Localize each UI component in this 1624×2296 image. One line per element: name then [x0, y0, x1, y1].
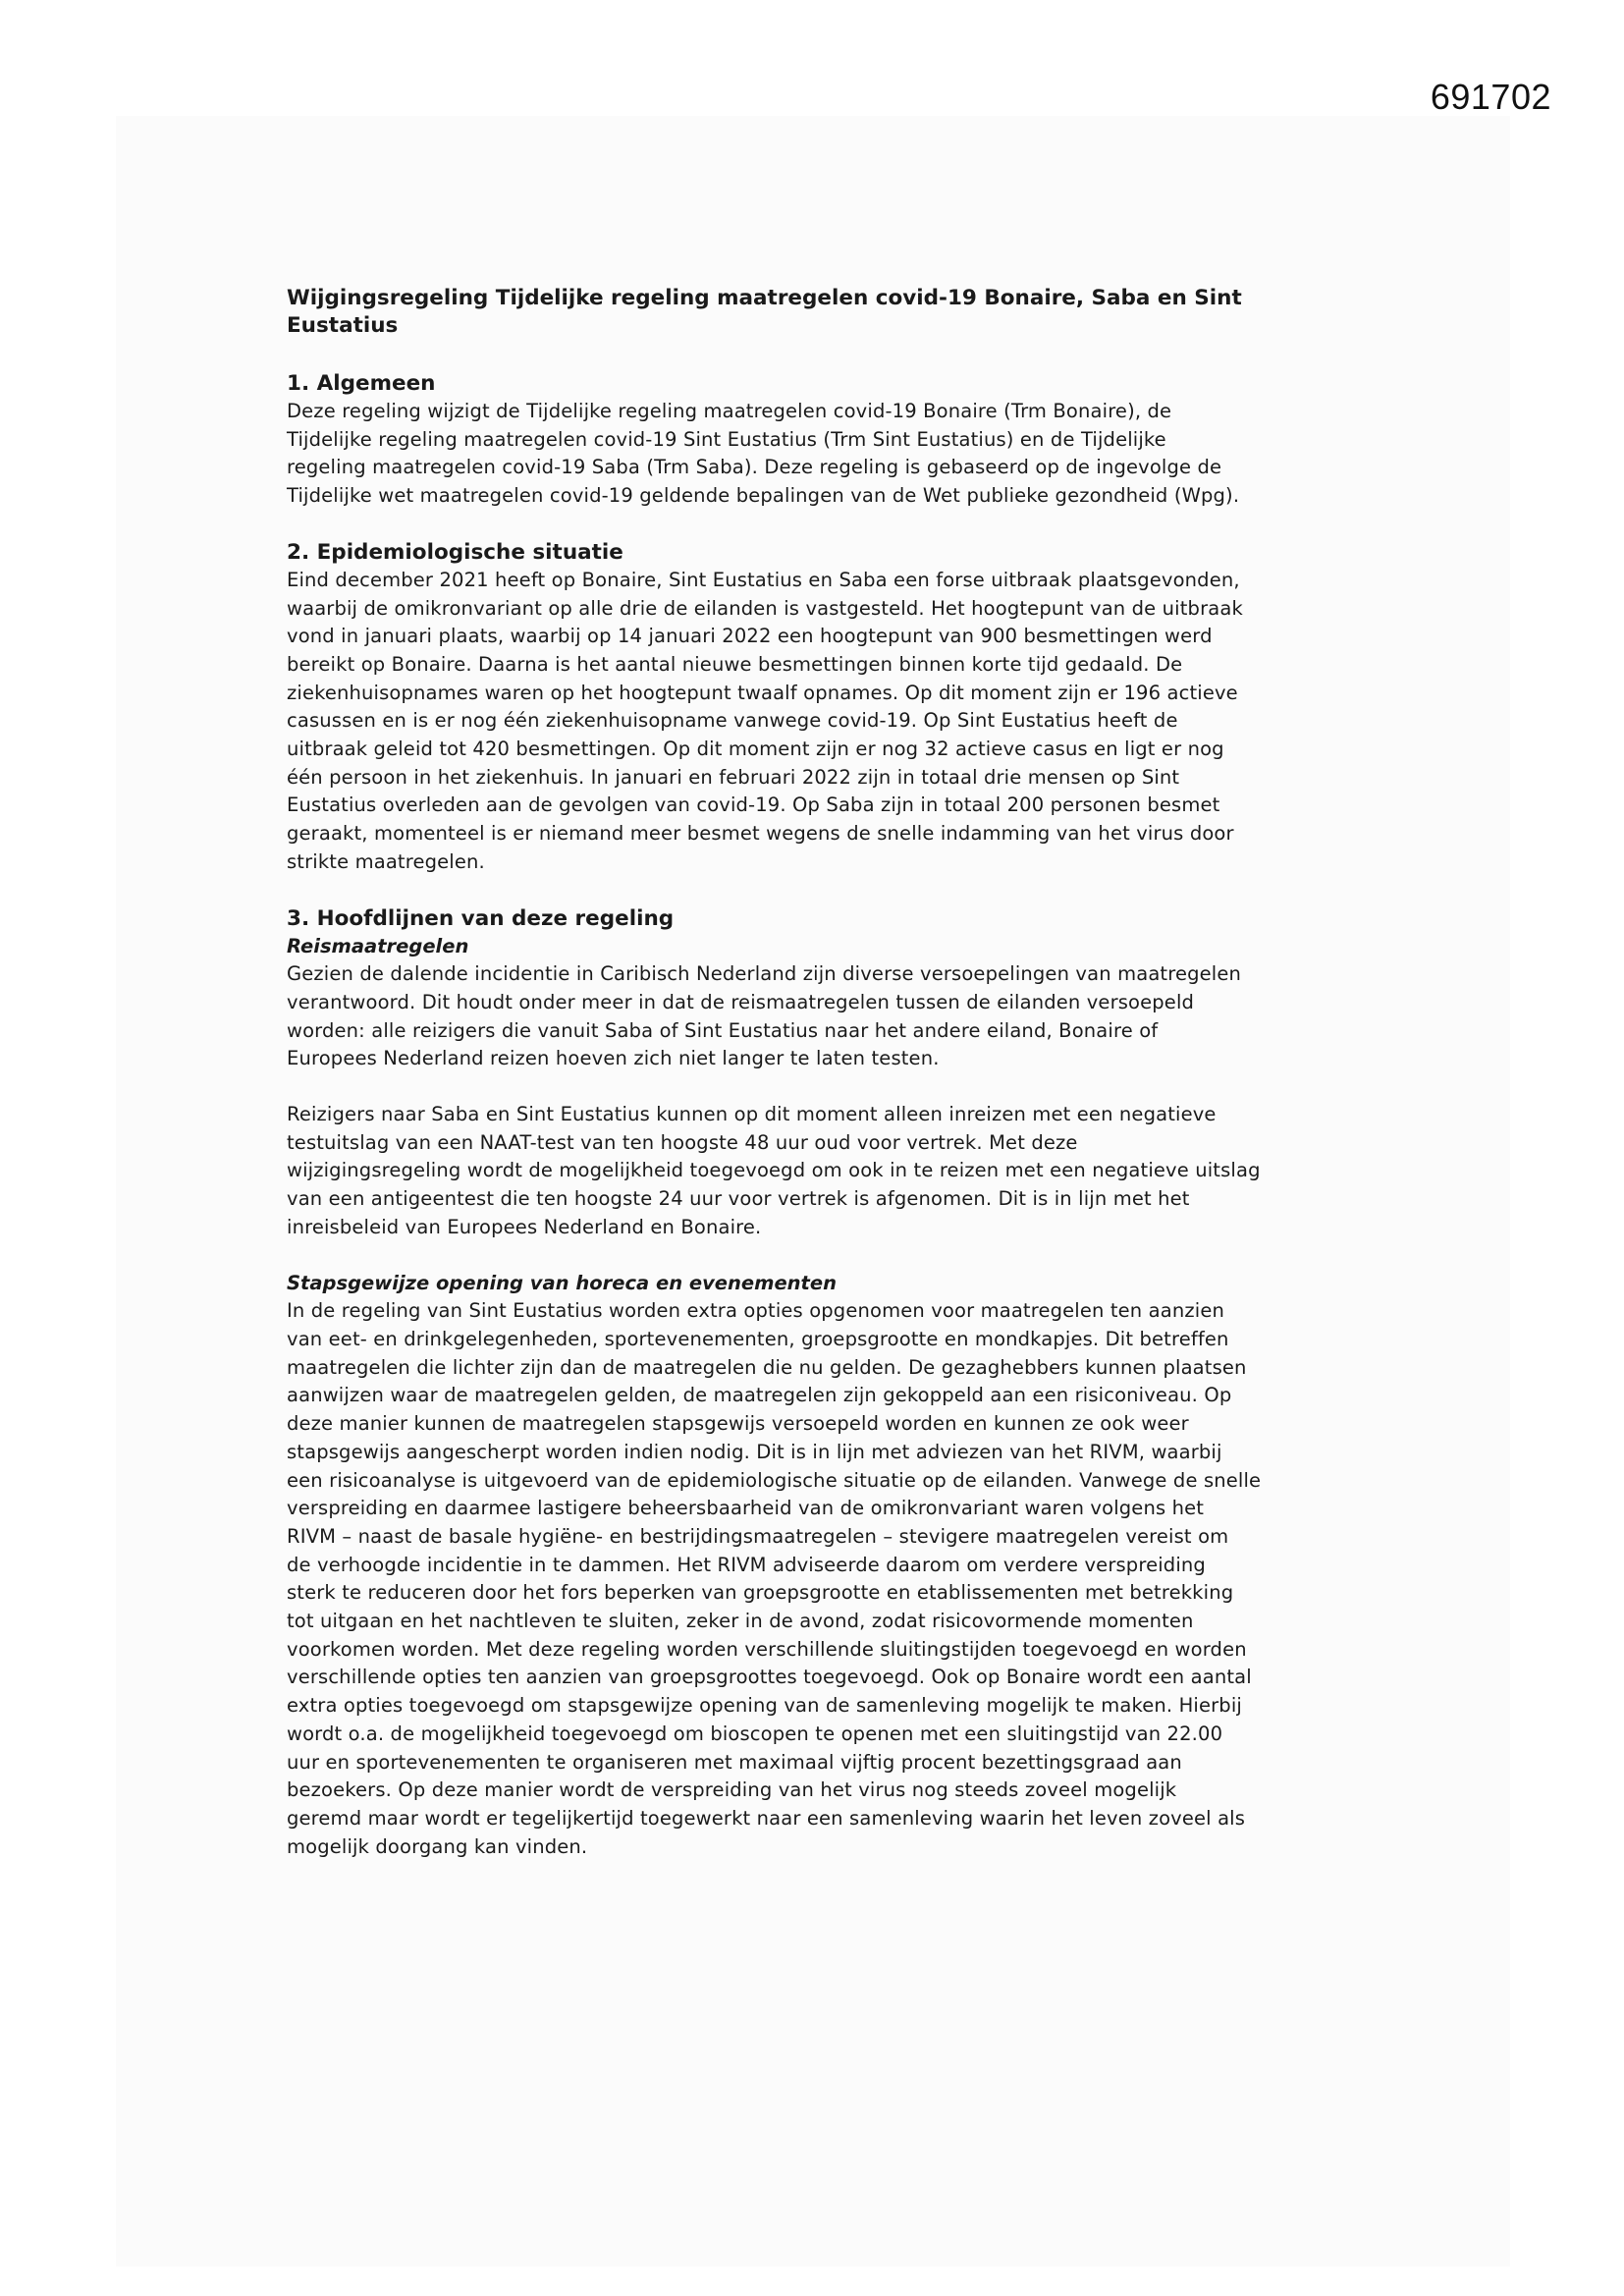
text-line: waarbij de omikronvariant op alle drie de eilanden is vastgesteld. Het hoogtepunt van de uitbraak	[287, 596, 1243, 620]
text-line: wordt o.a. de mogelijkheid toegevoegd om bioscopen te openen met een sluitingstijd van 22.00	[287, 1722, 1223, 1745]
paragraph-spacer	[287, 1242, 1357, 1270]
text-line: van eet- en drinkgelegenheden, sportevenementen, groepsgrootte en mondkapjes. Dit betreffen	[287, 1327, 1229, 1350]
text-line: Deze regeling wijzigt de Tijdelijke regeling maatregelen covid-19 Bonaire (Trm Bonaire), de	[287, 400, 1172, 422]
section-algemeen	[287, 369, 1357, 511]
text-line: In de regeling van Sint Eustatius worden extra opties opgenomen voor maatregelen ten aanzien	[287, 1299, 1224, 1323]
subheading-stapsgewijze-opening: Stapsgewijze opening van horeca en evenementen	[287, 1271, 837, 1294]
text-line: sterk te reduceren door het fors beperken van groepsgrootte en etablissementen met betrekking	[287, 1581, 1234, 1605]
section-heading: 1. Algemeen	[287, 371, 436, 396]
text-line: verschillende opties ten aanzien van groepsgroottes toegevoegd. Ook op Bonaire wordt een aantal	[287, 1666, 1252, 1689]
text-line: regeling maatregelen covid-19 Saba (Trm Saba). Deze regeling is gebaseerd op de ingevolge de	[287, 456, 1222, 479]
paragraph	[287, 398, 1357, 511]
text-line: Tijdelijke wet maatregelen covid-19 geldende bepalingen van de Wet publieke gezondheid (Wpg).	[287, 484, 1240, 508]
text-line: bezoekers. Op deze manier wordt de verspreiding van het virus nog steeds zoveel mogelijk	[287, 1778, 1177, 1802]
text-line: worden: alle reizigers die vanuit Saba of Sint Eustatius naar het andere eiland, Bonaire of	[287, 1018, 1159, 1042]
text-line: verspreiding en daarmee lastigere beheersbaarheid van de omikronvariant waren volgens het	[287, 1497, 1205, 1520]
paragraph	[287, 567, 1357, 877]
text-line: ziekenhuisopnames waren op het hoogtepunt twaalf opnames. Op dit moment zijn er 196 actieve	[287, 681, 1238, 704]
title-line: Wijgingsregeling Tijdelijke regeling maatregelen covid-19 Bonaire, Saba en Sint	[287, 286, 1242, 310]
text-line: casussen en is er nog één ziekenhuisopname vanwege covid-19. Op Sint Eustatius heeft de	[287, 709, 1178, 733]
text-line: Eustatius overleden aan de gevolgen van covid-19. Op Saba zijn in totaal 200 personen besmet	[287, 793, 1220, 817]
text-line: Reizigers naar Saba en Sint Eustatius kunnen op dit moment alleen inreizen met een negatieve	[287, 1103, 1217, 1126]
paragraph	[287, 1297, 1357, 1861]
text-line: een risicoanalyse is uitgevoerd van de epidemiologische situatie op de eilanden. Vanwege de snelle	[287, 1468, 1262, 1492]
text-line: uitbraak geleid tot 420 besmettingen. Op dit moment zijn er nog 32 actieve casus en ligt er nog	[287, 738, 1224, 761]
text-line: tot uitgaan en het nachtleven te sluiten, zeker in de avond, zodat risicovormende momenten	[287, 1610, 1194, 1633]
text-line: deze manier kunnen de maatregelen stapsgewijs versoepeld worden en kunnen ze ook weer	[287, 1412, 1189, 1436]
section-heading: 2. Epidemiologische situatie	[287, 539, 623, 565]
section-epidemiologische-situatie	[287, 538, 1357, 877]
text-line: wijzigingsregeling wordt de mogelijkheid toegevoegd om ook in te reizen met een negatieve uitslag	[287, 1159, 1261, 1182]
text-line: verantwoord. Dit houdt onder meer in dat de reismaatregelen tussen de eilanden versoepeld	[287, 990, 1195, 1013]
section-heading: 3. Hoofdlijnen van deze regeling	[287, 905, 675, 931]
text-line: bereikt op Bonaire. Daarna is het aantal nieuwe besmettingen binnen korte tijd gedaald. De	[287, 652, 1183, 676]
text-line: RIVM – naast de basale hygiëne- en bestrijdingsmaatregelen – stevigere maatregelen vereist om	[287, 1524, 1229, 1548]
text-line: inreisbeleid van Europees Nederland en Bonaire.	[287, 1215, 762, 1238]
document-body	[287, 285, 1357, 1888]
document-number: 691702	[1430, 77, 1551, 117]
text-line: extra opties toegevoegd om stapsgewijze opening van de samenleving mogelijk te maken. Hierbij	[287, 1694, 1242, 1718]
paragraph	[287, 960, 1357, 1073]
paragraph	[287, 1101, 1357, 1242]
text-line: voorkomen worden. Met deze regeling worden verschillende sluitingstijden toegevoegd en worden	[287, 1637, 1247, 1661]
text-line: Gezien de dalende incidentie in Caribisch Nederland zijn diverse versoepelingen van maatregelen	[287, 962, 1242, 986]
text-line: strikte maatregelen.	[287, 849, 485, 873]
title-line: Eustatius	[287, 313, 399, 338]
text-line: uur en sportevenementen te organiseren met maximaal vijftig procent bezettingsgraad aan	[287, 1750, 1182, 1774]
text-line: geraakt, momenteel is er niemand meer besmet wegens de snelle indamming van het virus door	[287, 822, 1234, 846]
text-line: geremd maar wordt er tegelijkertijd toegewerkt naar een samenleving waarin het leven zoveel als	[287, 1806, 1246, 1830]
text-line: testuitslag van een NAAT-test van ten hoogste 48 uur oud voor vertrek. Met deze	[287, 1130, 1078, 1154]
text-line: vond in januari plaats, waarbij op 14 januari 2022 een hoogtepunt van 900 besmettingen werd	[287, 625, 1213, 648]
document-title	[287, 285, 1357, 340]
section-hoofdlijnen	[287, 904, 1357, 1862]
text-line: mogelijk doorgang kan vinden.	[287, 1834, 588, 1858]
text-line: de verhoogde incidentie in te dammen. Het RIVM adviseerde daarom om verdere verspreiding	[287, 1553, 1206, 1576]
text-line: stapsgewijs aangescherpt worden indien nodig. Dit is in lijn met adviezen van het RIVM, waarbij	[287, 1440, 1222, 1463]
text-line: Tijdelijke regeling maatregelen covid-19 Sint Eustatius (Trm Sint Eustatius) en de Tijdelijke	[287, 427, 1166, 451]
subheading-reismaatregelen: Reismaatregelen	[287, 934, 469, 957]
text-line: van een antigeentest die ten hoogste 24 uur voor vertrek is afgenomen. Dit is in lijn met het	[287, 1187, 1190, 1211]
text-line: maatregelen die lichter zijn dan de maatregelen die nu gelden. De gezaghebbers kunnen plaatsen	[287, 1355, 1247, 1379]
text-line: één persoon in het ziekenhuis. In januari en februari 2022 zijn in totaal drie mensen op Sint	[287, 765, 1180, 789]
text-line: Europees Nederland reizen hoeven zich niet langer te laten testen.	[287, 1047, 940, 1070]
text-line: aanwijzen waar de maatregelen gelden, de maatregelen zijn gekoppeld aan een risiconiveau. Op	[287, 1384, 1232, 1407]
text-line: Eind december 2021 heeft op Bonaire, Sint Eustatius en Saba een forse uitbraak plaatsgevonden,	[287, 568, 1240, 591]
paragraph-spacer	[287, 1073, 1357, 1101]
